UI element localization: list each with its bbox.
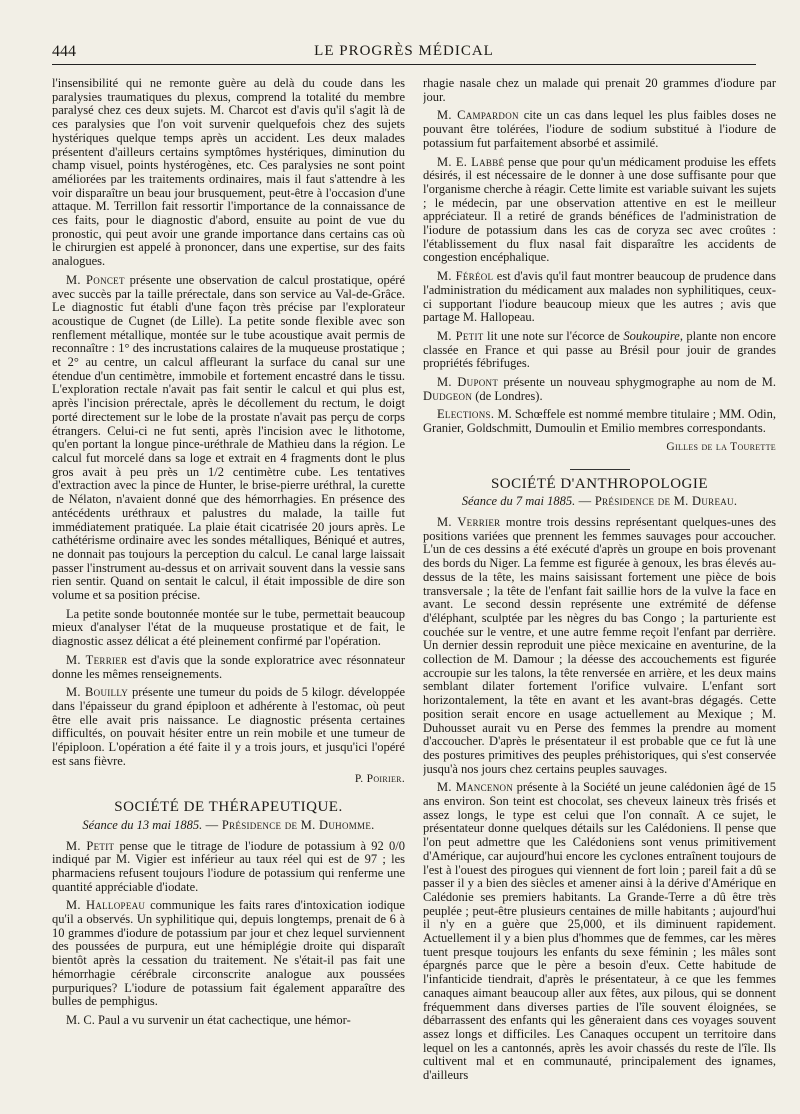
person-name: Dudgeon <box>423 388 473 403</box>
paragraph-text: lit une note sur l'écorce de <box>483 328 624 343</box>
paragraph: l'insensibilité qui ne remonte guère au delà du coude dans les paralysies traumatiques du plexus, comprend la totalité du membre paralysé chez ces deux sujets. M. Charcot est d'avis qu'il s'agit là de ces paralysies que l'on voit survenir quelquefois chez des sujets hystériques quelque temps après un accident. Les deux malades présentent d'ailleurs certains symptômes hystériques, diminution du champ visuel, points hystérogènes, etc. Ces paralysies ne sont point améliorées par les traitements ordinaires, mais il faut s'attendre à les voir disparaître un beau jour brusquement, peut-être à l'occasion d'une attaque. M. Terrillon fait ressortir l'importance de la connaissance de ces faits, pour le diagnostic d'abord, ensuite au point de vue du pronostic, qui peut avoir une grande importance dans certains cas où le chirurgien est appelé à prononcer, dans une expertise, sur des faits analogues. <box>52 77 405 269</box>
paragraph: La petite sonde boutonnée montée sur le tube, permettait beaucoup mieux d'analyser l'état de la muqueuse prostatique et de fait, le diagnostic assez délicat a été pleinement confirmé par l'opération. <box>52 606 405 649</box>
elections-label: Elections. <box>437 407 495 422</box>
paragraph <box>423 330 776 371</box>
speaker-name: M. Campardon <box>437 108 519 123</box>
paragraph <box>423 270 776 325</box>
paragraph-text: M. Schœffele est nommé membre titulaire ; MM. Odin, Granier, Goldschmitt, Dumoulin et Emilio membres correspondants. <box>423 407 776 436</box>
paragraph <box>52 686 405 768</box>
paragraph-text: pense que le titrage de l'iodure de potassium à 92 0/0 indiqué par M. Vigier est inférieur au taux réel qui est de 97 ; les pharmaciens refusent toujours l'iodure de potassium qui renferme une quantité appréciable d'iodate. <box>52 838 405 894</box>
speaker-name: M. Poncet <box>66 272 125 287</box>
section-title-text: SOCIÉTÉ DE THÉRAPEUTIQUE. <box>114 799 343 816</box>
journal-title: LE PROGRÈS MÉDICAL <box>314 43 494 59</box>
paragraph: M. C. Paul a vu survenir un état cachectique, une hémor- <box>66 1013 351 1027</box>
seance-date: Séance du 13 mai 1885. <box>82 817 203 832</box>
paragraph <box>423 781 776 1082</box>
paragraph-text: pense que pour qu'un médicament produise les effets désirés, il est nécessaire de le donner à une dose suffisante pour que l'organisme cherche à réagir. Cette limite est variable suivant les sujets ; le médecin, par une observation attentive en est le meilleur appréciateur. Il a retiré de grands bénéfices de l'administration de l'iodure de potassium dans les cas de coryza sec avec croûtes : l'établissement du flux nasal fait disparaître les accidents de congestion encéphalique. <box>423 154 776 265</box>
paragraph-text: cite un cas dans lequel les plus faibles doses ne pouvant être tolérées, l'iodure de sodium substitué à l'iodure de potassium fut parfaitement absorbé et assimilé. <box>423 108 776 150</box>
running-header <box>52 40 756 65</box>
paragraph-text: présente une observation de calcul prostatique, opéré avec succès par la taille prérectale, dans son service au Val-de-Grâce. Le diagnostic fut établi d'une façon très précise par l'explorateur acoustique de Cugnet (de Lille). La petite sonde flexible avec son renflement métallique, montée sur le tube acoustique avait permis de reconnaître : 1° des incrustations calaires de la muqueuse prostatique ; et 2° au centre, un calcul affleurant la surface du canal sur une étendue d'un centimètre, immobile et fortement encastré dans le tissu. L'exploration rectale n'avait pas fait sentir le calcul et qui plus est, après l'incision prérectale, après le décollement du rectum, le doigt porté directement sur le lobe de la prostate n'avait pas perçu de corps étrangers. Celui-ci ne fut senti, après l'incision avec le lithotome, qu'en portant la longue pince-uréthrale de Mathieu dans la région. Le calcul fut morcelé dans sa loge et extrait en 4 fragments dont le plus gros avait à peu près un 1/2 centimètre cube. Les tentatives d'extraction avec la pince de Hunter, le brise-pierre uréthral, la curette de Nélaton, n'avaient donné que des hémorrhagies. En présence des antécédents uréthraux et palustres du malade, la taille fut immédiatement pratiquée. La plaie était cicatrisée 20 jours après. Le cathétérisme ordinaire avec les sondes métalliques, Béniqué et autres, ne donnait pas toujours la perception du calcul. Le canal large laissait passer l'instrument au-dessus et on arrivait souvent dans la vessie sans rien sentir. Quand on sentait le calcul, il était impossible de dire son volume et sa position précise. <box>52 272 405 603</box>
speaker-name: M. Dupont <box>437 375 499 390</box>
signature: P. Poirier. <box>354 773 405 786</box>
speaker-name: M. Petit <box>66 838 115 853</box>
paragraph <box>423 516 776 776</box>
paragraph <box>423 109 776 150</box>
speaker-name: M. Terrier <box>66 652 128 667</box>
section-title <box>52 801 405 815</box>
speaker-name: M. Mancenon <box>437 780 514 795</box>
paragraph: rhagie nasale chez un malade qui prenait 20 grammes d'iodure par jour. <box>423 77 776 104</box>
paragraph-text: (de Londres). <box>472 388 543 403</box>
signature: Gilles de la Tourette <box>666 440 776 453</box>
paragraph-text: présente à la Société un jeune calédonien âgé de 15 ans environ. Son teint est chocolat, ses cheveux laineux très frisés et assez longs, le type est celui que l'on connaît. A ce sujet, le présentateur donne quelques détails sur les Calédoniens. Il pense que l'on peut admettre que les Calédoniens sont venus primitivement d'Amérique, car aujourd'hui encore les cyclones entraînent toujours de l'est à l'ouest des pirogues qui viennent de fort loin ; pareil fait a dû se passer il y a bien des siècles et amener ainsi à la dérive d'Amérique en Calédonie ses premiers habitants. La Grande-Terre a dû être très peuplée ; peut-être plusieurs centaines de mille habitants ; aujourd'hui il n'y en a guère que 25,000, et ils diminuent rapidement. Actuellement il y a bien plus d'hommes que de femmes, car les mères tuent presque toujours les enfants du sexe féminin ; les mâles sont épargnés parce que le père a besoin d'eux. Cette habitude de l'infanticide tiendrait, d'après le présentateur, à ce que les femmes canaques aimant beaucoup aller aux fêtes, aux pilous, qui se donnent fréquemment dans diverses parties de l'île souvent éloignées, se débarrassent des enfants qui les gêneraient dans ces voyages souvent assez longs et difficiles. Les Canaques occupent un territoire dans lequel on les a cantonnés, après les avoir chassés du reste de l'île. Ils cultivent mal et en communauté, principalement des ignames, d'ailleurs <box>423 780 776 1083</box>
paragraph <box>52 274 405 603</box>
paragraph-text: est d'avis que la sonde exploratrice avec résonnateur donne les mêmes renseignements. <box>52 652 405 681</box>
speaker-name: M. Bouilly <box>66 685 129 700</box>
right-column <box>423 77 776 1106</box>
left-column <box>52 77 405 1106</box>
paragraph-text: , plante non encore classée en France et qui passe au Brésil pour jouir de grandes propriétés fébrifuges. <box>423 328 776 371</box>
paragraph <box>423 376 776 403</box>
paragraph-text: communique les faits rares d'intoxication iodique qu'il a observés. Un syphilitique qui, depuis longtemps, prenait de 6 à 10 grammes d'iodure de potassium par jour et chez lequel surviennent des poussées de purpura, eut une hémiplégie droite qui disparaît bientôt après la cessation du traitement. Ne s'était-il pas fait une hémorrhagie cérébrale circonscrite analogue aux poussées purpuriques? L'iodure de potassium fait également apparaître des bulles de pemphigus. <box>52 898 405 1009</box>
section-title-text: SOCIÉTÉ D'ANTHROPOLOGIE <box>490 475 709 492</box>
paragraph-text: montre trois dessins représentant quelques-unes des positions variées que prennent les femmes sauvages pour accoucher. L'un de ces dessins a été exécuté d'après un groupe en bois provenant des bords du Niger. La femme est figurée à genoux, les bras élevés au-dessus de la tête, les mains saisissant fortement une pièce de bois transversale ; la tête de l'enfant fait saillie hors de la vulve la face en avant. Le second dessin représente une extrémité de défense d'éléphant, sculptée par les nègres du bas Congo ; la parturiente est couchée sur le ventre, et une autre femme reçoit l'enfant par derrière. Un dernier dessin reproduit une pièce mexicaine en aventurine, de la collection de M. Damour ; la déesse des accouchements est figurée accroupie sur les talons, la tête renversée en arrière, et les deux mains semblant dilater fortement l'orifice vulvaire. L'enfant sort horizontalement, la tête en avant et les avant-bras dégagés. Cette position serait encore en usage actuellement au Mexique ; M. Duhousset aurait vu en Perse des femmes la prendre au moment d'accoucher. D'après le présentateur il est probable que ce fut là une des postures primitives des peuples préhistoriques, qui s'est conservée jusqu'à nos jours chez certains peuples sauvages. <box>423 514 776 776</box>
speaker-name: M. E. Labbé <box>437 154 505 169</box>
paragraph-text: présente une tumeur du poids de 5 kilogr. développée dans l'épaisseur du grand épiploon et adhérente à l'estomac, où peut être elle avait pris naissance. Le diagnostic présenta certaines difficultés, on pouvait hésiter entre un rein mobile et une tumeur de l'épiploon. L'opération a été faite il y a trois jours, et jusqu'ici l'opéré est sans fièvre. <box>52 685 405 768</box>
seance-presidence: — Présidence de M. Dureau. <box>575 494 738 509</box>
speaker-name: M. Verrier <box>437 514 501 529</box>
seance-date: Séance du 7 mai 1885. <box>461 494 576 509</box>
section-title <box>423 469 776 492</box>
seance-line <box>52 819 405 833</box>
speaker-name: M. Féréol <box>437 269 494 284</box>
speaker-name: M. Petit <box>437 328 484 343</box>
paragraph <box>52 654 405 681</box>
plant-name: Soukoupire <box>623 328 680 343</box>
page-number: 444 <box>52 43 76 60</box>
paragraph <box>52 840 405 895</box>
paragraph-text: est d'avis qu'il faut montrer beaucoup de prudence dans l'administration du médicament aux malades non syphilitiques, ceux-ci supportant l'iodure beaucoup mieux que les autres ; avis que partage M. Hallopeau. <box>423 269 776 325</box>
seance-presidence: — Présidence de M. Duhomme. <box>202 817 375 832</box>
speaker-name: M. Hallopeau <box>66 898 146 913</box>
paragraph <box>423 408 776 435</box>
paragraph <box>423 156 776 266</box>
section-rule <box>570 469 630 470</box>
paragraph <box>52 899 405 1009</box>
paragraph-text: présente un nouveau sphygmographe au nom de M. <box>498 375 776 390</box>
seance-line <box>423 495 776 509</box>
